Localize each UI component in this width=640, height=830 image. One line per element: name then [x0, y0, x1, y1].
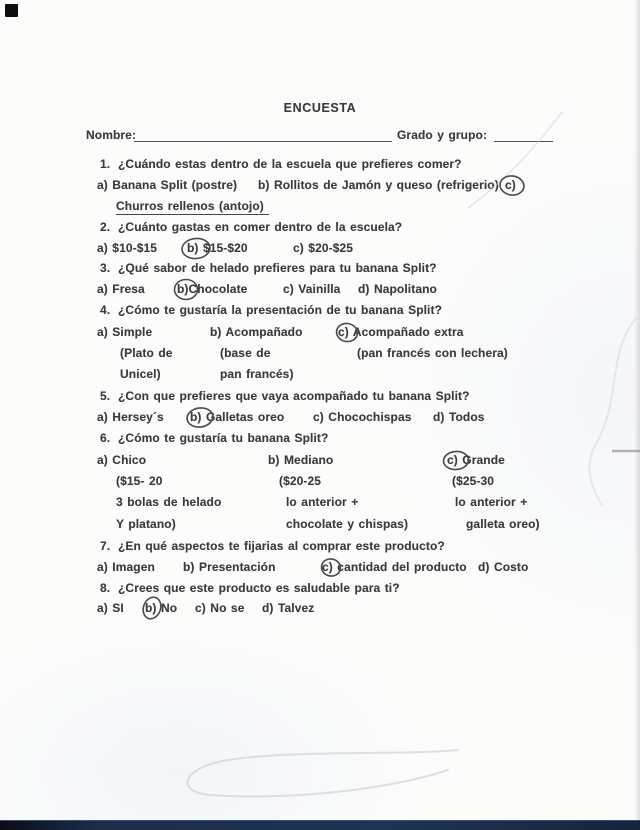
q5-option-b: b) Galletas oreo — [190, 410, 285, 424]
q8-option-b: b) No — [145, 601, 178, 615]
q7-option-d: d) Costo — [478, 560, 529, 574]
q8-number: 8. — [100, 581, 111, 595]
q5-option-a: a) Hersey´s — [97, 410, 164, 424]
q6-option-c-detail-1: ($25-30 — [452, 474, 495, 488]
q4-option-c-detail-1: (pan francés con lechera) — [357, 346, 508, 360]
survey-title: ENCUESTA — [283, 101, 357, 115]
q3-option-d: d) Napolitano — [358, 282, 437, 296]
q1-option-a: a) Banana Split (postre) — [97, 178, 238, 192]
q3-option-b: b)Chocolate — [177, 282, 248, 296]
q6-question: ¿Cómo te gustaría tu banana Split? — [118, 431, 329, 445]
q2-option-a: a) $10-$15 — [97, 241, 158, 255]
q6-number: 6. — [100, 431, 111, 445]
q4-question: ¿Cómo te gustaría la presentación de tu banana Split? — [118, 303, 443, 317]
scan-artifact-streak-top — [468, 112, 562, 208]
q2-option-c: c) $20-$25 — [293, 241, 354, 255]
q6-option-a-detail-2: 3 bolas de helado — [116, 495, 222, 509]
q6-option-a-detail-1: ($15- 20 — [116, 474, 163, 488]
q1-option-c: c) — [505, 178, 516, 192]
q6-option-b-detail-2: lo anterior + — [286, 495, 359, 509]
scanner-bottom-bar — [0, 820, 640, 830]
q4-option-b: b) Acompañado — [210, 325, 303, 339]
q4-option-a: a) Simple — [97, 325, 153, 339]
q5-option-c: c) Chocochispas — [313, 410, 412, 424]
q4-option-c: c) Acompañado extra — [338, 325, 464, 339]
q6-option-b: b) Mediano — [268, 453, 334, 467]
nombre-label: Nombre: — [86, 128, 137, 142]
q6-option-b-detail-3: chocolate y chispas) — [286, 517, 409, 531]
q4-option-a-detail-2: Unicel) — [120, 367, 161, 381]
q4-number: 4. — [100, 303, 111, 317]
q3-option-c: c) Vainilla — [283, 282, 341, 296]
nombre-blank-line — [134, 141, 392, 142]
q8-option-c: c) No se — [195, 601, 245, 615]
q2-number: 2. — [100, 220, 111, 234]
q1-number: 1. — [100, 157, 111, 171]
q8-option-d: d) Talvez — [262, 601, 315, 615]
grado-label: Grado y grupo: — [397, 128, 488, 142]
q2-option-b: b) $15-$20 — [187, 241, 248, 255]
q7-option-c: c) cantidad del producto — [322, 560, 467, 574]
q1-question: ¿Cuándo estas dentro de la escuela que prefieres comer? — [118, 157, 462, 171]
q1-option-b: b) Rollitos de Jamón y queso (refrigerio) — [258, 178, 499, 192]
q6-option-a: a) Chico — [97, 453, 147, 467]
q6-option-b-detail-1: ($20-25 — [279, 474, 322, 488]
q6-option-a-detail-3: Y platano) — [116, 517, 176, 531]
scan-right-edge-shadow — [634, 0, 640, 830]
q5-option-d: d) Todos — [433, 410, 485, 424]
q8-question: ¿Crees que este producto es saludable para ti? — [118, 581, 400, 595]
scan-artifact-wisp-right — [589, 318, 636, 505]
q6-option-c: c) Grande — [447, 453, 505, 467]
q6-option-c-detail-3: galleta oreo) — [466, 517, 540, 531]
q5-number: 5. — [100, 389, 111, 403]
q1-option-c-continuation: Churros rellenos (antojo) — [116, 199, 269, 215]
grado-blank-line — [494, 141, 553, 142]
scan-artifact-swirl-bottom — [188, 750, 458, 796]
q4-option-a-detail-1: (Plato de — [120, 346, 173, 360]
q6-option-c-detail-2: lo anterior + — [455, 495, 528, 509]
q5-question: ¿Con que prefieres que vaya acompañado tu banana Split? — [118, 389, 470, 403]
q3-option-a: a) Fresa — [97, 282, 145, 296]
q2-question: ¿Cuánto gastas en comer dentro de la escuela? — [118, 220, 403, 234]
q3-question: ¿Qué sabor de helado prefieres para tu banana Split? — [118, 261, 437, 275]
q4-option-b-detail-1: (base de — [220, 346, 271, 360]
q8-option-a: a) SI — [97, 601, 124, 615]
q4-option-b-detail-2: pan francés) — [220, 367, 294, 381]
q7-option-a: a) Imagen — [97, 560, 155, 574]
q3-number: 3. — [100, 261, 111, 275]
q7-question: ¿En qué aspectos te fijarias al comprar este producto? — [118, 539, 445, 553]
q7-number: 7. — [100, 539, 111, 553]
q7-option-b: b) Presentación — [183, 560, 276, 574]
scanner-corner-mark — [5, 4, 18, 17]
